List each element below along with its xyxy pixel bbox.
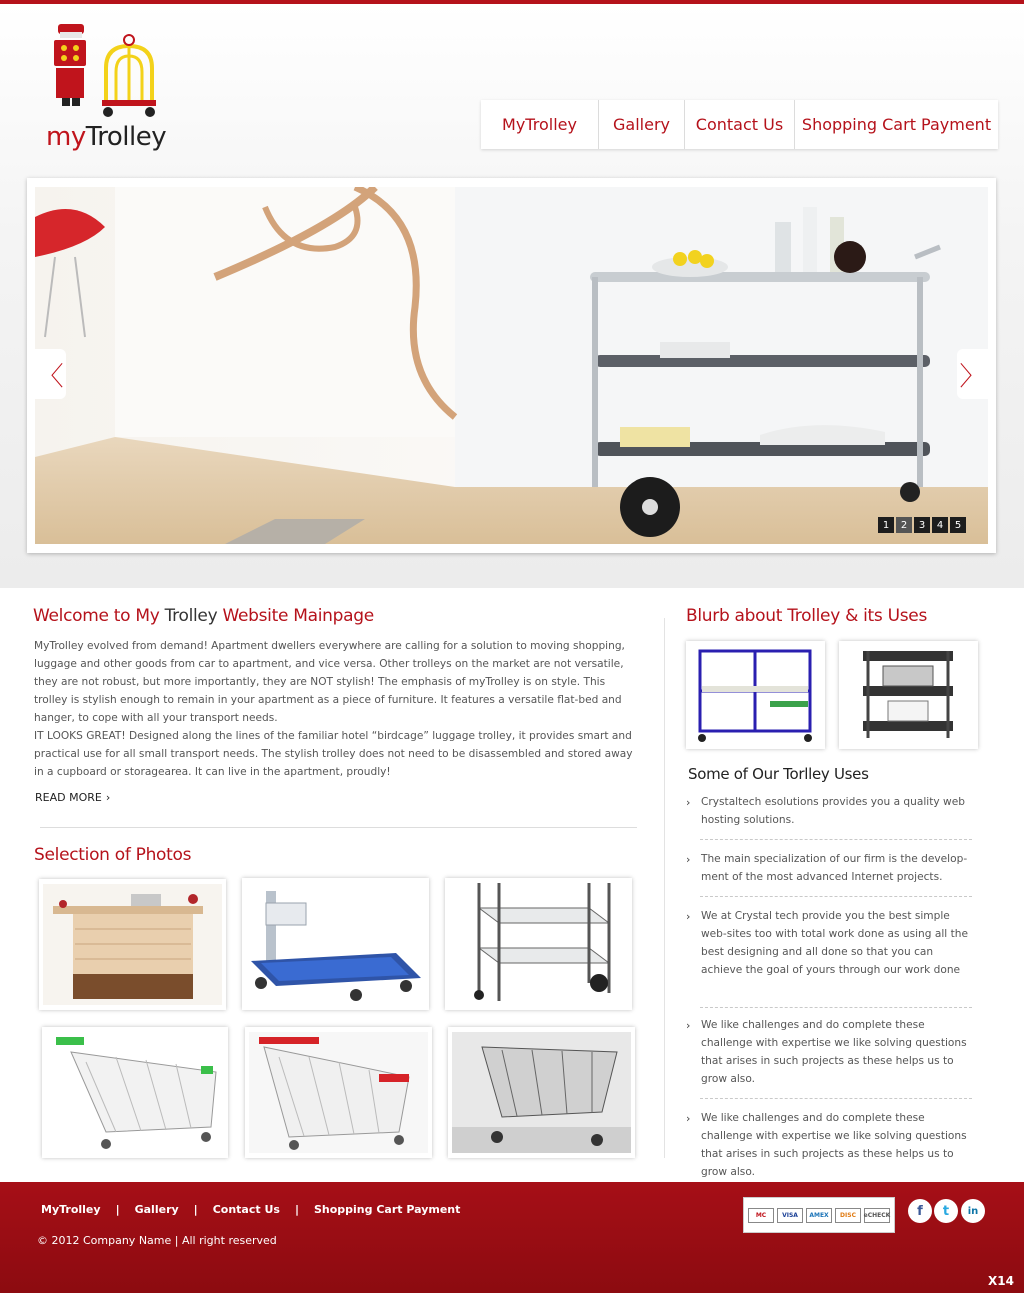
- site-footer: [0, 1182, 1024, 1293]
- column-divider: [664, 618, 665, 1158]
- nav-contact-us[interactable]: Contact Us: [685, 100, 795, 149]
- footer-separator: |: [193, 1203, 198, 1216]
- blurb-blue-rack-image: [690, 646, 821, 744]
- linkedin-icon[interactable]: in: [961, 1199, 985, 1223]
- list-spacer: [686, 886, 972, 896]
- uses-item-text: We at Crystal tech provide you the best simple web-sites too with total work done as using all the best designing and all done so that you can achieve the goal of yours through our work done: [701, 910, 968, 976]
- list-spacer: [686, 1099, 972, 1109]
- photo-shopping-cart-grey-image: [452, 1032, 631, 1153]
- footer-separator: |: [294, 1203, 299, 1216]
- footer-separator: |: [115, 1203, 120, 1216]
- slider-page-3[interactable]: 3: [914, 517, 930, 533]
- hero-slide-image: [35, 187, 988, 544]
- trolley-logo-icon: [44, 22, 184, 122]
- slider-page-5[interactable]: 5: [950, 517, 966, 533]
- chevron-right-icon: ›: [686, 1019, 691, 1032]
- welcome-paragraph-1: MyTrolley evolved from demand! Apartment dwellers everywhere are calling for a solution to moving shopping, luggage and other goods from car to apartment, and vice versa. Other trolleys on the market are not versatile, they are not robust, but more importantly, they are NOT stylish! The emphasis of myTrolley is on style. This trolley is stylish enough to remain in your apartment as a piece of furniture. It features a versatile flat-bed and hanger, to cope with all your transport needs.: [34, 640, 625, 724]
- welcome-heading-part1: Welcome to My: [33, 606, 165, 626]
- photo-platform-trolley-image: [246, 883, 425, 1005]
- photo-thumb[interactable]: [448, 1027, 635, 1158]
- logo-trolley-text: Trolley: [85, 122, 167, 152]
- photo-shelf-trolley-image: [449, 883, 628, 1005]
- hero-slider: [27, 178, 996, 553]
- slider-prev-button[interactable]: 〈: [35, 349, 66, 399]
- list-spacer: [686, 1008, 972, 1016]
- uses-item-text: We like challenges and do complete these challenge with expertise we like solving questions that arises in such projects as these helps us to grow also.: [701, 1019, 967, 1085]
- footer-link-shopping-cart-payment[interactable]: Shopping Cart Payment: [313, 1203, 461, 1216]
- photo-thumb[interactable]: [445, 878, 632, 1010]
- amex-icon: AMEX: [806, 1208, 832, 1223]
- nav-shopping-cart-payment[interactable]: Shopping Cart Payment: [801, 115, 992, 134]
- list-item: [686, 907, 972, 979]
- uses-item-text: The main specialization of our firm is the develop-ment of the most advanced Internet projects.: [701, 853, 968, 883]
- uses-item-text: We like challenges and do complete these challenge with expertise we like solving questions that arises in such projects as these helps us to grow also.: [701, 1112, 967, 1178]
- copyright-text: © 2012 Company Name | All right reserved: [37, 1234, 277, 1247]
- photo-wooden-cart-image: [43, 884, 222, 1005]
- blurb-thumb[interactable]: [839, 641, 978, 749]
- uses-list: [686, 793, 972, 1181]
- nav-gallery[interactable]: Gallery: [599, 100, 685, 149]
- echeck-icon: eCHECK: [864, 1208, 890, 1223]
- welcome-heading-part3: Website Mainpage: [217, 606, 374, 626]
- read-more-label: READ MORE: [35, 791, 102, 804]
- slider-page-4[interactable]: 4: [932, 517, 948, 533]
- chevron-right-icon: ›: [686, 910, 691, 923]
- welcome-heading-part2: Trolley: [164, 606, 218, 626]
- list-spacer: [686, 829, 972, 839]
- discover-icon: DISC: [835, 1208, 861, 1223]
- brand-logo[interactable]: [44, 22, 184, 157]
- list-item: [686, 793, 972, 829]
- version-badge: X14: [988, 1274, 1014, 1288]
- slider-page-1[interactable]: 1: [878, 517, 894, 533]
- photo-thumb[interactable]: [39, 879, 226, 1010]
- footer-link-gallery[interactable]: Gallery: [134, 1203, 179, 1216]
- section-divider: [40, 827, 637, 828]
- footer-nav: [41, 1203, 460, 1216]
- photo-thumb[interactable]: [245, 1027, 432, 1158]
- list-item: [686, 850, 972, 886]
- payment-methods: [743, 1197, 895, 1233]
- photo-shopping-cart-green-image: [46, 1032, 224, 1153]
- chevron-right-icon: ›: [686, 1112, 691, 1125]
- mastercard-icon: MC: [748, 1208, 774, 1223]
- logo-wordmark: [46, 122, 166, 152]
- footer-link-contact-us[interactable]: Contact Us: [212, 1203, 280, 1216]
- twitter-icon[interactable]: t: [934, 1199, 958, 1223]
- chevron-right-icon: ›: [686, 796, 691, 809]
- facebook-icon[interactable]: f: [908, 1199, 932, 1223]
- welcome-paragraph-2: IT LOOKS GREAT! Designed along the lines of the familiar hotel “birdcage” luggage trolley, it provides smart and practical use for all small transport needs. The stylish trolley does not need to be disassembled and stored away in a cupboard or storagearea. It can live in the apartment, proudly!: [34, 730, 633, 778]
- slider-pager: [878, 517, 966, 533]
- list-item: [686, 1016, 972, 1088]
- footer-link-mytrolley[interactable]: MyTrolley: [41, 1203, 101, 1216]
- blurb-thumb[interactable]: [686, 641, 825, 749]
- blurb-heading: Blurb about Trolley & its Uses: [686, 606, 927, 626]
- slider-next-button[interactable]: 〉: [957, 349, 988, 399]
- logo-my-text: my: [46, 122, 86, 152]
- list-spacer: [686, 979, 972, 1007]
- welcome-heading: [33, 606, 374, 626]
- slider-page-2[interactable]: 2: [896, 517, 912, 533]
- trolley-scene-image: [35, 187, 988, 544]
- list-spacer: [686, 897, 972, 907]
- photo-thumb[interactable]: [42, 1027, 228, 1158]
- photos-heading: Selection of Photos: [34, 845, 192, 865]
- visa-icon: VISA: [777, 1208, 803, 1223]
- photo-thumb[interactable]: [242, 878, 429, 1010]
- uses-heading: Some of Our Torlley Uses: [688, 765, 869, 783]
- read-more-link[interactable]: [35, 791, 110, 804]
- chevron-right-icon: ›: [105, 791, 111, 804]
- photo-shopping-cart-red-image: [249, 1032, 428, 1153]
- blurb-utility-cart-image: [843, 646, 974, 744]
- chevron-right-icon: ›: [686, 853, 691, 866]
- nav-mytrolley[interactable]: MyTrolley: [481, 100, 599, 149]
- list-spacer: [686, 1088, 972, 1098]
- list-spacer: [686, 840, 972, 850]
- list-item: [686, 1109, 972, 1181]
- uses-item-text: Crystaltech esolutions provides you a quality web hosting solutions.: [701, 796, 965, 826]
- main-nav: [481, 100, 998, 149]
